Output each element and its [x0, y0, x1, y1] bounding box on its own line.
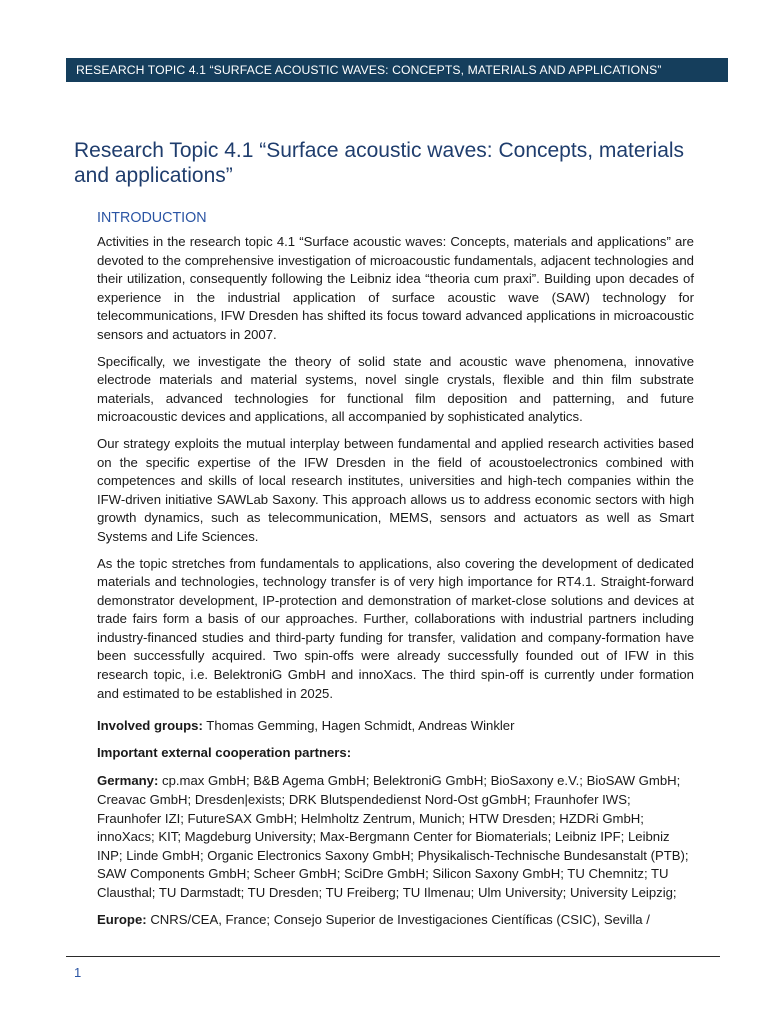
- partners-europe: [97, 911, 694, 930]
- body-text: [97, 233, 694, 937]
- section-heading-introduction: INTRODUCTION: [97, 210, 207, 226]
- involved-groups: [97, 717, 694, 736]
- partners-heading: Important external cooperation partners:: [97, 744, 352, 760]
- partners-germany-label: Germany:: [97, 773, 159, 789]
- partners-germany-value: cp.max GmbH; B&B Agema GmbH; BelektroniG GmbH; BioSaxony e.V.; BioSAW GmbH; Creavac GmbH; Dresden|exists; DRK Blutspendedienst Nord-Ost gGmbH; Fraunhofer IWS; Fraunhofer IZI; FutureSAX GmbH; Helmholtz Zentrum, Munich; HTW Dresden; HZDRi GmbH; innoXacs; KIT; Magdeburg University; Max-Bergmann Center for Biomaterials; Leibniz IPF; Leibniz INP; Linde GmbH; Organic Electronics Saxony GmbH; Physikalisch-Technische Bundesanstalt (PTB); SAW Components GmbH; Scheer GmbH; SciDre GmbH; Silicon Saxony GmbH; TU Chemnitz; TU Clausthal; TU Darmstadt; TU Dresden; TU Freiberg; TU Ilmenau; Ulm University; University Leipzig;: [97, 773, 689, 900]
- paragraph-4: As the topic stretches from fundamentals to applications, also covering the development of dedicated materials and technologies, technology transfer is of very high importance for RT4.1. Straight-forward demonstrator development, IP-protection and demonstration of market-close solutions and devices at trade fairs form a basis of our approaches. Further, collaborations with industrial partners including industry-financed studies and third-party funding for transfer, validation and company-formation have been successfully acquired. Two spin-offs were already successfully founded out of IFW in this research topic, i.e. BelektroniG GmbH and innoXacs. The third spin-off is currently under formation and estimated to be established in 2025.: [97, 555, 694, 701]
- involved-groups-label: Involved groups:: [97, 718, 203, 734]
- running-header: RESEARCH TOPIC 4.1 “SURFACE ACOUSTIC WAVES: CONCEPTS, MATERIALS AND APPLICATIONS”: [66, 58, 728, 82]
- footer-rule: [66, 956, 720, 957]
- paragraph-3: Our strategy exploits the mutual interplay between fundamental and applied research activities based on the specific expertise of the IFW Dresden in the field of acoustoelectronics combined with competences and skills of local research institutes, universities and high-tech companies within the IFW-driven initiative SAWLab Saxony. This approach allows us to address economic sectors with high growth dynamics, such as telecommunication, MEMS, sensors and actuators as well as Smart Systems and Life Sciences.: [97, 435, 694, 544]
- page-title: Research Topic 4.1 “Surface acoustic waves: Concepts, materials and applications”: [74, 139, 685, 187]
- partners-europe-value: CNRS/CEA, France; Consejo Superior de Investigaciones Científicas (CSIC), Sevilla /: [150, 911, 650, 927]
- partners-germany: [97, 772, 694, 902]
- paragraph-2: Specifically, we investigate the theory of solid state and acoustic wave phenomena, innovative electrode materials and material systems, novel single crystals, flexible and thin film substrate materials, advanced technologies for functional film deposition and patterning, and future microacoustic devices and applications, all accompanied by sophisticated analytics.: [97, 353, 694, 425]
- paragraph-1: Activities in the research topic 4.1 “Surface acoustic waves: Concepts, materials and applications” are devoted to the comprehensive investigation of microacoustic fundamentals, adjacent technologies and their utilization, consequently following the Leibniz idea “theoria cum praxi”. Building upon decades of experience in the industrial application of surface acoustic wave (SAW) technology for telecommunications, IFW Dresden has shifted its focus toward advanced applications in microacoustic sensors and actuators in 2007.: [97, 234, 694, 342]
- page-number: 1: [74, 965, 82, 980]
- partners-europe-label: Europe:: [97, 911, 147, 927]
- involved-groups-value: Thomas Gemming, Hagen Schmidt, Andreas Winkler: [206, 718, 515, 734]
